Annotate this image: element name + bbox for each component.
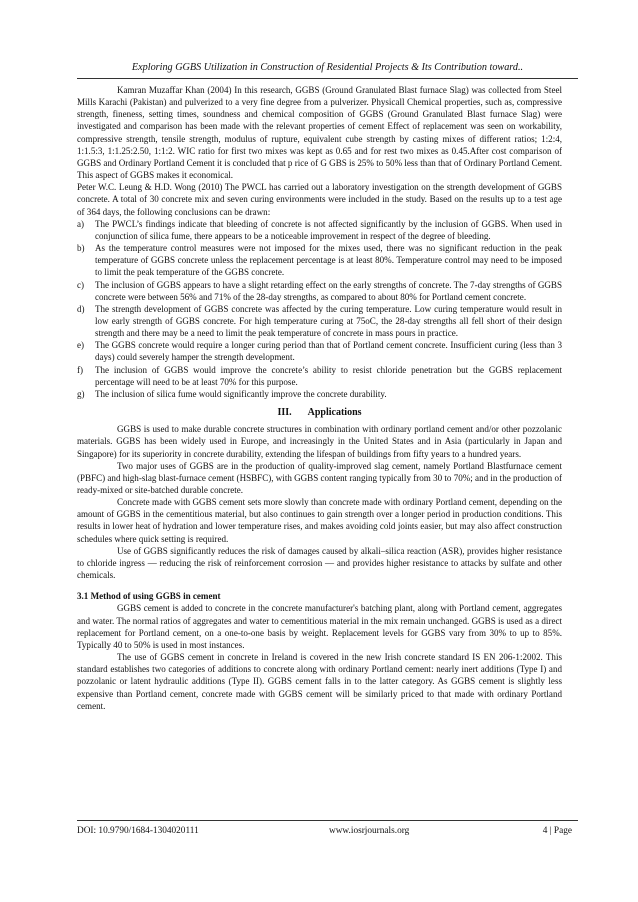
findings-list xyxy=(77,218,562,400)
list-label: c) xyxy=(77,279,85,290)
list-item xyxy=(77,218,562,242)
header-divider xyxy=(77,78,578,79)
footer-page-number: 4 | Page xyxy=(542,826,572,836)
paragraph-applications-3: Concrete made with GGBS cement sets more slowly than concrete made with ordinary Portland cement, depending on the amount of GGBS in the cementitious material, but also continues to gain strength over a longer period in production conditions. This results in lower heat of hydration and lower temperature rises, and makes avoiding cold joints easier, but may also affect construction schedules where quick setting is required. xyxy=(77,497,562,544)
list-item xyxy=(77,388,562,400)
list-text: The PWCL’s findings indicate that bleeding of concrete is not affected significantly by the inclusion of GGBS. When used in conjunction of silica fume, there appears to be a noticeable improvement in respect of the degree of bleeding. xyxy=(95,218,562,241)
list-item xyxy=(77,339,562,363)
list-label: g) xyxy=(77,388,85,399)
page-footer xyxy=(77,826,578,840)
list-text: The inclusion of GGBS appears to have a slight retarding effect on the early strengths of concrete. The 7-day strengths of GGBS concrete were between 56% and 71% of the 28-day strengths, as compared to about 80% for Portland cement concrete. xyxy=(95,279,562,302)
list-label: d) xyxy=(77,303,85,314)
list-text: The GGBS concrete would require a longer curing period than that of Portland cement concrete. Insufficient curing (less than 3 days) could severely hamper the strength development. xyxy=(95,340,562,363)
footer-doi: DOI: 10.9790/1684-1304020111 xyxy=(77,826,199,836)
running-header: Exploring GGBS Utilization in Construction of Residential Projects & Its Contribution toward.. xyxy=(131,62,524,73)
paragraph-applications-4: Use of GGBS significantly reduces the risk of damages caused by alkali–silica reaction (ASR), provides higher resistance to chloride ingress — reducing the risk of reinforcement corrosion — and provides higher resistance to attacks by sulfate and other chemicals. xyxy=(77,545,562,581)
section-number: III. xyxy=(277,407,292,419)
paragraph-method-2: The use of GGBS cement in concrete in Ireland is covered in the new Irish concrete standard IS EN 206-1:2002. This standard establishes two categories of additions to concrete along with ordinary Portland cement: nearly inert additions (Type I) and pozzolanic or latent hydraulic additions (Type II). GGBS cement falls in to the latter category. As GGBS cement is slightly less expensive than Portland cement, concrete made with GGBS cement will be similarly priced to that made with ordinary Portland cement. xyxy=(77,652,562,711)
list-label: a) xyxy=(77,218,85,229)
list-label: f) xyxy=(77,364,84,375)
list-text: The inclusion of silica fume would significantly improve the concrete durability. xyxy=(95,388,387,399)
list-item xyxy=(77,279,562,303)
list-item xyxy=(77,303,562,339)
list-text: The inclusion of GGBS would improve the concrete’s ability to resist chloride penetration but the GGBS replacement percentage will need to be at least 70% for this purpose. xyxy=(95,364,562,387)
paragraph-applications-1: GGBS is used to make durable concrete structures in combination with ordinary portland cement and/or other pozzolanic materials. GGBS has been widely used in Europe, and increasingly in the United States and in Asia (particularly in Japan and Singapore) for its superiority in concrete durability, extending the lifespan of buildings from fifty years to a hundred years. xyxy=(77,424,562,459)
list-label: e) xyxy=(77,340,85,351)
list-label: b) xyxy=(77,243,85,254)
list-item xyxy=(77,364,562,388)
paragraph-applications-2: Two major uses of GGBS are in the production of quality-improved slag cement, namely Portland Blastfurnace cement (PBFC) and high-slag blast-furnace cement (HSBFC), with GGBS content ranging typically from 30 to 70%; and in the production of ready-mixed or site-batched durable concrete. xyxy=(77,460,562,495)
footer-divider xyxy=(77,820,578,821)
section-title: Applications xyxy=(307,407,362,419)
paragraph-method-1: GGBS cement is added to concrete in the concrete manufacturer's batching plant, along with Portland cement, aggregates and water. The normal ratios of aggregates and water to cementitious material in the mix remain unchanged. GGBS is used as a direct replacement for Portland cement, on a one-to-one basis by weight. Replacement levels for GGBS vary from 30% to up to 85%. Typically 40 to 50% is used in most instances. xyxy=(77,603,562,650)
list-text: The strength development of GGBS concrete was affected by the curing temperature. Low curing temperature would result in low early strength of GGBS concrete. For high temperature curing at 75oC, the 28-day strengths all fell short of their design strength and there may be a need to limit the peak temperature of concrete in mass pours in practice. xyxy=(95,303,562,339)
subsection-heading: 3.1 Method of using GGBS in cement xyxy=(77,591,221,602)
list-item xyxy=(77,242,562,278)
section-heading-applications xyxy=(77,407,562,419)
footer-website: www.iosrjournals.org xyxy=(329,826,410,836)
paragraph-leung: Peter W.C. Leung & H.D. Wong (2010) The PWCL has carried out a laboratory investigation on the strength development of GGBS concrete. A total of 30 concrete mix and seven curing environments were included in the study. Based on the results up to a test age of 364 days, the following conclusions can be drawn: xyxy=(77,182,562,217)
article-body xyxy=(77,84,562,712)
paragraph-khan: Kamran Muzaffar Khan (2004) In this research, GGBS (Ground Granulated Blast furnace Slag) was collected from Steel Mills Karachi (Pakistan) and pulverized to a very fine degree from a pulverizer. Physicall Chemical properties, such as, compressive strength, fineness, setting times, soundness and chemical composition of GGBS (Ground Granulated Blast furnace Slag) were investigated and comparison has been made with the relevant properties of cement Effect of replacement was seen on workability, compressive strength, tensile strength, modulus of rupture, equivalent cube strength by casting mixes of different ratios; 1:2:4, 1:1.5:3, 1:1.25:2.50, 1:1:2. WIC ratio for first two mixes was kept as 0.65 and for rest two mixes as 0.45.After cost comparison of GGBS and Ordinary Portland Cement it is concluded that p rice of G GBS is 25% to 50% less than that of Ordinary Portland Cement. This aspect of GGBS makes it economical. xyxy=(77,85,562,181)
list-text: As the temperature control measures were not imposed for the mixes used, there was no significant reduction in the peak temperature of GGBS concrete unless the replacement percentage is at least 80%. Temperature control may need to be imposed to limit the peak temperature of the GGBS concrete. xyxy=(95,243,562,278)
